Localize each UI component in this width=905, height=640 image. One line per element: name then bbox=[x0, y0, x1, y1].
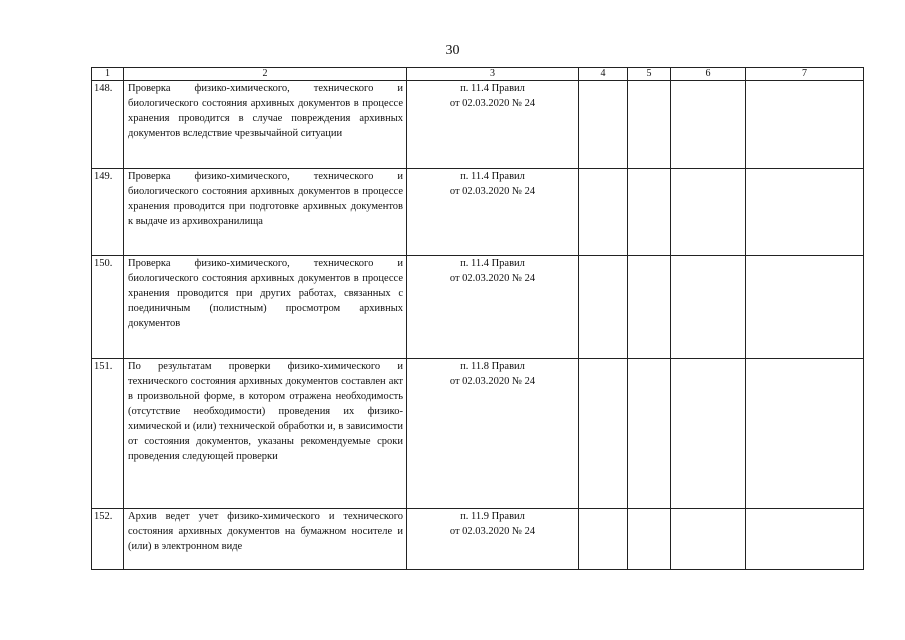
reference-clause: п. 11.4 Правил bbox=[460, 258, 525, 269]
empty-cell bbox=[671, 169, 746, 256]
legal-reference bbox=[407, 509, 579, 570]
reference-date: от 02.03.2020 № 24 bbox=[449, 376, 536, 387]
requirement-text: По результатам проверки физико-химического и технического состояния архивных документов составлен акт в произвольной форме, в котором отражена необходимость (отсутствие необходимости) проведения их физико-химической и (или) технической обработки и, в зависимости от состояния документов, указаны рекомендуемые сроки проведения следующей проверки bbox=[124, 359, 407, 509]
column-header: 7 bbox=[746, 68, 864, 81]
empty-cell bbox=[628, 169, 671, 256]
page-number: 30 bbox=[445, 43, 460, 58]
empty-cell bbox=[746, 169, 864, 256]
reference-clause: п. 11.4 Правил bbox=[460, 171, 525, 182]
reference-clause: п. 11.8 Правил bbox=[460, 361, 525, 372]
table-row bbox=[92, 81, 864, 169]
reference-date: от 02.03.2020 № 24 bbox=[449, 273, 536, 284]
empty-cell bbox=[579, 81, 628, 169]
reference-date: от 02.03.2020 № 24 bbox=[449, 186, 536, 197]
empty-cell bbox=[746, 81, 864, 169]
column-header: 4 bbox=[579, 68, 628, 81]
empty-cell bbox=[579, 359, 628, 509]
requirement-text: Архив ведет учет физико-химического и технического состояния архивных документов на бумажном носителе и (или) в электронном виде bbox=[124, 509, 407, 570]
column-header: 5 bbox=[628, 68, 671, 81]
empty-cell bbox=[671, 359, 746, 509]
reference-date: от 02.03.2020 № 24 bbox=[449, 526, 536, 537]
row-number: 150. bbox=[92, 256, 124, 359]
checklist-table bbox=[91, 67, 864, 570]
row-number: 149. bbox=[92, 169, 124, 256]
reference-clause: п. 11.9 Правил bbox=[460, 511, 525, 522]
legal-reference bbox=[407, 256, 579, 359]
empty-cell bbox=[628, 509, 671, 570]
empty-cell bbox=[628, 359, 671, 509]
table-row bbox=[92, 359, 864, 509]
table-row bbox=[92, 169, 864, 256]
column-header: 2 bbox=[124, 68, 407, 81]
row-number: 148. bbox=[92, 81, 124, 169]
requirement-text: Проверка физико-химического, технического и биологического состояния архивных документов в процессе хранения проводится при подготовке архивных документов к выдаче из архивохранилища bbox=[124, 169, 407, 256]
empty-cell bbox=[671, 509, 746, 570]
empty-cell bbox=[628, 81, 671, 169]
empty-cell bbox=[628, 256, 671, 359]
reference-date: от 02.03.2020 № 24 bbox=[449, 98, 536, 109]
empty-cell bbox=[579, 509, 628, 570]
legal-reference bbox=[407, 81, 579, 169]
row-number: 151. bbox=[92, 359, 124, 509]
row-number: 152. bbox=[92, 509, 124, 570]
empty-cell bbox=[579, 169, 628, 256]
column-header: 3 bbox=[407, 68, 579, 81]
reference-clause: п. 11.4 Правил bbox=[460, 83, 525, 94]
empty-cell bbox=[746, 509, 864, 570]
legal-reference bbox=[407, 359, 579, 509]
table-row bbox=[92, 256, 864, 359]
requirement-text: Проверка физико-химического, технического и биологического состояния архивных документов в процессе хранения проводится в случае повреждения архивных документов вследствие чрезвычайной ситуации bbox=[124, 81, 407, 169]
header-row bbox=[92, 68, 864, 81]
empty-cell bbox=[746, 256, 864, 359]
empty-cell bbox=[746, 359, 864, 509]
table-row bbox=[92, 509, 864, 570]
empty-cell bbox=[579, 256, 628, 359]
empty-cell bbox=[671, 81, 746, 169]
legal-reference bbox=[407, 169, 579, 256]
column-header: 6 bbox=[671, 68, 746, 81]
empty-cell bbox=[671, 256, 746, 359]
column-header: 1 bbox=[92, 68, 124, 81]
requirement-text: Проверка физико-химического, технического и биологического состояния архивных документов в процессе хранения проводится при других работах, связанных с поединичным (полистным) просмотром архивных документов bbox=[124, 256, 407, 359]
